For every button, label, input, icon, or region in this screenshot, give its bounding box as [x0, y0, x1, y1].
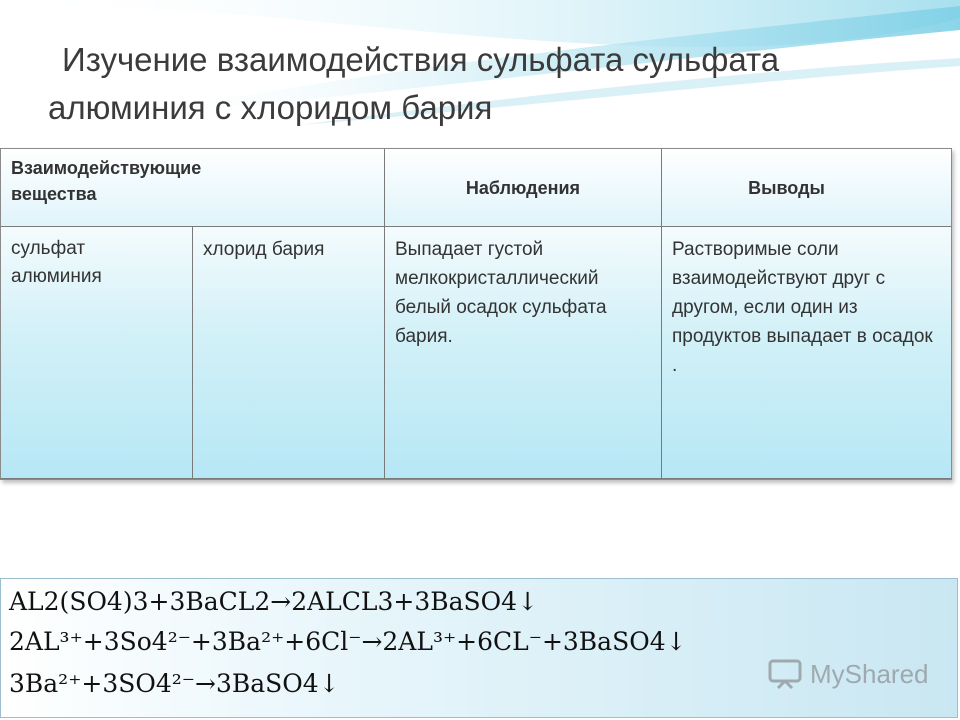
equation-short-ionic: 3Ba²⁺+3SO4²⁻→3BaSO4↓	[9, 669, 340, 698]
watermark-text: MyShared	[810, 658, 929, 689]
title-line-2: алюминия с хлоридом бария	[48, 89, 493, 126]
title-line-1: Изучение взаимодействия сульфата сульфата	[62, 41, 780, 78]
watermark	[768, 656, 929, 692]
cell-substance-1: сульфат алюминия	[1, 227, 193, 479]
results-table	[0, 148, 952, 480]
cell-conclusion: Растворимые соли взаимодействуют друг с другом, если один из продуктов выпадает в осадок .	[662, 227, 951, 479]
header-substances: Взаимодействующие вещества	[1, 149, 385, 227]
cell-substance-2: хлорид бария	[193, 227, 385, 479]
equation-full-ionic: 2AL³⁺+3So4²⁻+3Ba²⁺+6Cl⁻→2AL³⁺+6CL⁻+3BaSO4↓	[9, 627, 687, 656]
cell-observation: Выпадает густой мелкокристаллический белый осадок сульфата бария.	[385, 227, 662, 479]
header-conclusions: Выводы	[662, 149, 951, 227]
header-observations: Наблюдения	[385, 149, 662, 227]
slide-title	[48, 36, 928, 132]
presentation-board-icon	[768, 659, 802, 689]
equation-molecular: AL2(SO4)3+3BaCL2→2ALCL3+3BaSO4↓	[9, 587, 539, 616]
equations-box	[0, 578, 958, 718]
